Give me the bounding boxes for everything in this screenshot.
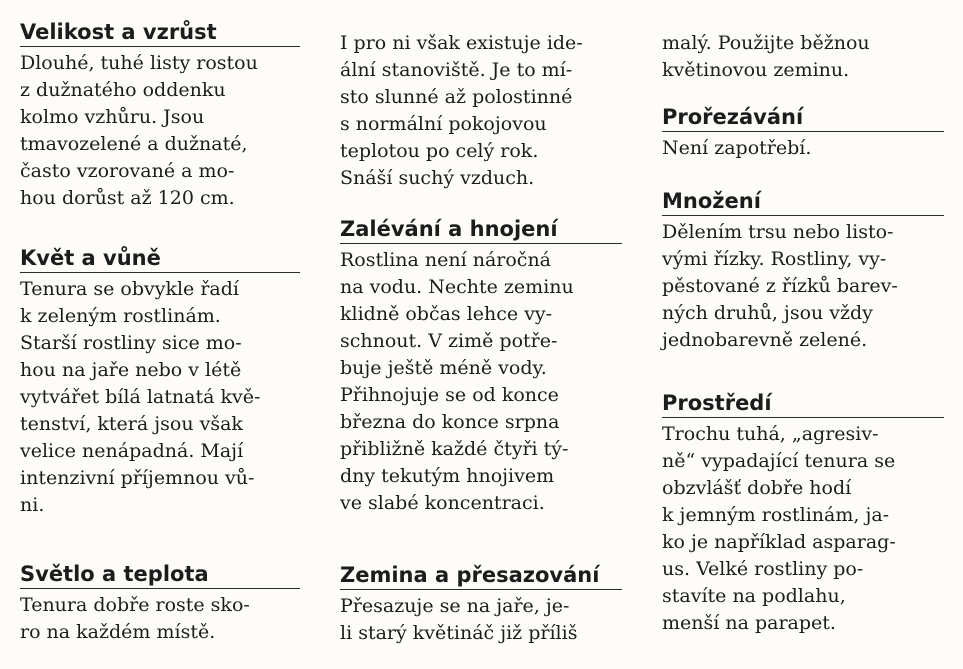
section-body	[340, 30, 622, 192]
text-line: buje ještě méně vody.	[340, 357, 547, 379]
text-line: ni.	[20, 494, 45, 516]
section-heading: Světlo a teplota	[20, 561, 300, 589]
text-line: z dužnatého oddenku	[20, 79, 226, 101]
section-environment	[662, 390, 944, 637]
text-line: menší na parapet.	[662, 612, 836, 634]
section-heading: Množení	[662, 188, 944, 216]
text-line: Dlouhé, tuhé listy rostou	[20, 52, 258, 74]
text-line: s normální pokojovou	[340, 113, 547, 135]
text-line: ální stanoviště. Je to mí-	[340, 59, 573, 81]
section-heading: Zemina a přesazování	[340, 562, 622, 590]
text-line: teplotou po celý rok.	[340, 140, 539, 162]
text-line: Tenura se obvykle řadí	[20, 278, 239, 300]
text-line: velice nenápadná. Mají	[20, 440, 244, 462]
section-body	[340, 593, 622, 647]
text-line: Není zapotřebí.	[662, 137, 812, 159]
text-line: schnout. V zimě potře-	[340, 330, 558, 352]
text-line: Rostlina není náročná	[340, 249, 552, 271]
section-body	[20, 592, 300, 646]
text-line: Trochu tuhá, „agresiv-	[662, 423, 879, 445]
text-line: hou na jaře nebo v létě	[20, 359, 242, 381]
text-line: k zeleným rostlinám.	[20, 305, 221, 327]
text-line: stavíte na podlahu,	[662, 585, 846, 607]
section-heading: Prostředí	[662, 390, 944, 418]
section-continuation-light	[340, 30, 622, 192]
section-heading: Prořezávání	[662, 104, 944, 132]
section-heading: Květ a vůně	[20, 245, 300, 273]
text-line: března do konce srpna	[340, 411, 560, 433]
section-body	[20, 50, 300, 212]
text-line: přibližně každé čtyři tý-	[340, 438, 569, 460]
section-body	[662, 421, 944, 637]
text-line: sto slunné až polostinné	[340, 86, 573, 108]
section-propagation	[662, 188, 944, 354]
section-pruning	[662, 104, 944, 162]
text-line: malý. Použijte běžnou	[662, 32, 870, 54]
text-line: ro na každém místě.	[20, 621, 216, 643]
text-line: tenství, která jsou však	[20, 413, 243, 435]
text-line: klidně občas lehce vy-	[340, 303, 553, 325]
text-line: ně“ vypadající tenura se	[662, 450, 896, 472]
text-line: Přihnojuje se od konce	[340, 384, 559, 406]
text-line: ko je například asparag-	[662, 531, 896, 553]
text-line: na vodu. Nechte zeminu	[340, 276, 574, 298]
text-line: intenzivní příjemnou vů-	[20, 467, 255, 489]
text-line: hou dorůst až 120 cm.	[20, 187, 235, 209]
text-line: často vzorované a mo-	[20, 160, 235, 182]
text-line: dny tekutým hnojivem	[340, 465, 555, 487]
text-line: k jemným rostlinám, ja-	[662, 504, 890, 526]
text-line: pěstované z řízků barev-	[662, 275, 898, 297]
section-body	[340, 247, 622, 517]
section-body	[20, 276, 300, 519]
section-body	[662, 30, 944, 84]
text-line: li starý květináč již příliš	[340, 622, 578, 644]
text-line: Tenura dobře roste sko-	[20, 594, 250, 616]
text-line: květinovou zeminu.	[662, 59, 850, 81]
text-line: I pro ni však existuje ide-	[340, 32, 583, 54]
text-line: kolmo vzhůru. Jsou	[20, 106, 205, 128]
section-watering-fertilizing	[340, 216, 622, 517]
text-line: ve slabé koncentraci.	[340, 492, 545, 514]
text-line: Přesazuje se na jaře, je-	[340, 595, 570, 617]
text-line: vými řízky. Rostliny, vy-	[662, 248, 887, 270]
section-soil-repotting	[340, 562, 622, 647]
section-body	[662, 219, 944, 354]
section-size-growth	[20, 19, 300, 212]
section-body	[662, 135, 944, 162]
text-line: Snáší suchý vzduch.	[340, 167, 535, 189]
text-line: jednobarevně zelené.	[662, 329, 868, 351]
text-line: Starší rostliny sice mo-	[20, 332, 242, 354]
section-continuation-soil	[662, 30, 944, 84]
section-flower-scent	[20, 245, 300, 519]
text-line: vytvářet bílá latnatá kvě-	[20, 386, 261, 408]
section-heading: Velikost a vzrůst	[20, 19, 300, 47]
text-line: ných druhů, jsou vždy	[662, 302, 873, 324]
text-line: us. Velké rostliny po-	[662, 558, 864, 580]
text-line: obzvlášť dobře hodí	[662, 477, 852, 499]
text-line: tmavozelené a dužnaté,	[20, 133, 248, 155]
text-line: Dělením trsu nebo listo-	[662, 221, 894, 243]
section-light-temperature	[20, 561, 300, 646]
section-heading: Zalévání a hnojení	[340, 216, 622, 244]
